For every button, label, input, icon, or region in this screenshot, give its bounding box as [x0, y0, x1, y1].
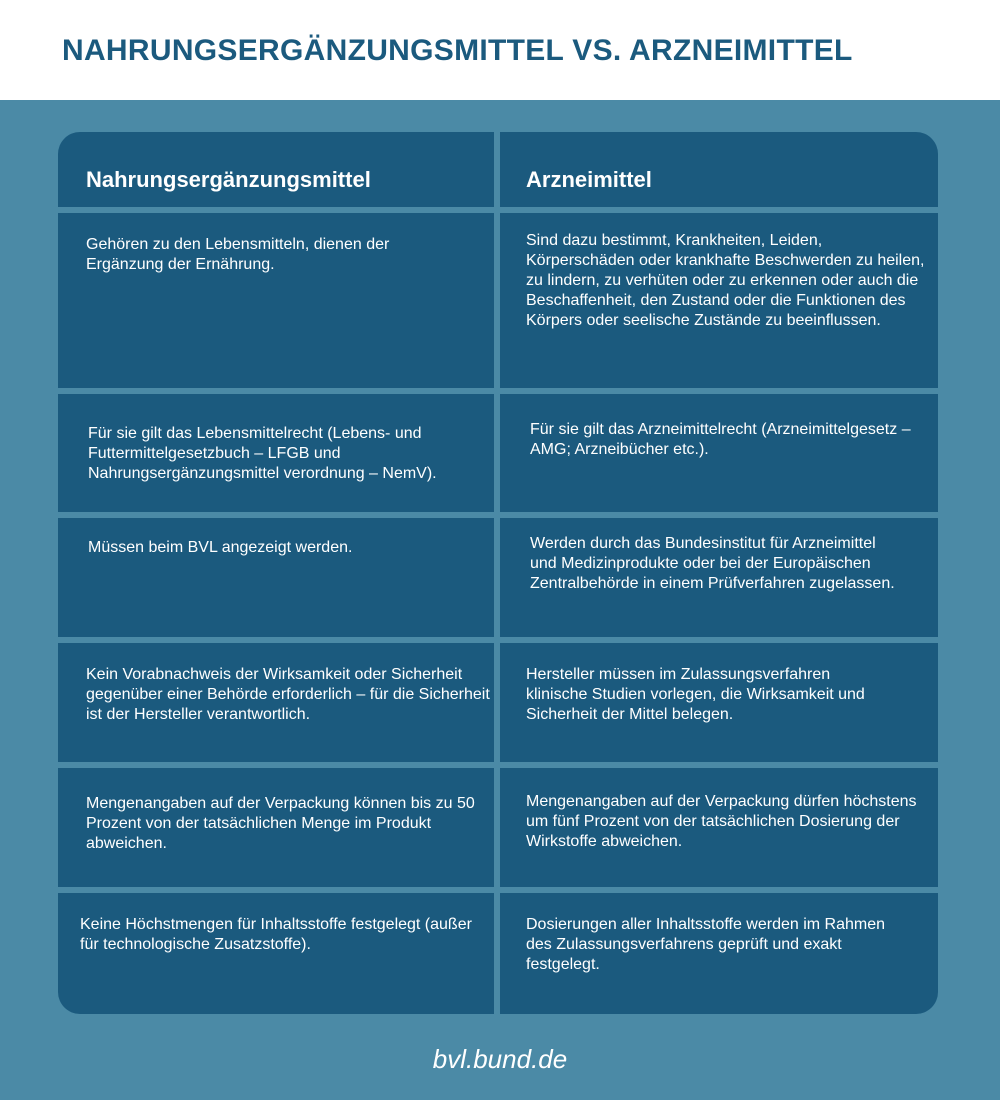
table-cell-nem [58, 643, 494, 762]
cell-text: Mengenangaben auf der Verpackung können bis zu 50 Prozent von der tatsächlichen Menge im Produkt abweichen. [86, 795, 475, 852]
table-cell-arzneimittel [500, 893, 938, 1014]
cell-text: Dosierungen aller Inhaltsstoffe werden im Rahmen des Zulassungsverfahrens geprüft und exakt festgelegt. [526, 916, 886, 973]
cell-text: Kein Vorabnachweis der Wirksamkeit oder Sicherheit gegenüber einer Behörde erforderlich – für die Sicherheit ist der Hersteller verantwortlich. [86, 666, 490, 723]
cell-text: Werden durch das Bundesinstitut für Arzneimittel und Medizinprodukte oder bei der Europäischen Zentralbehörde in einem Prüfverfahren zugelassen. [530, 535, 895, 592]
footer-url[interactable]: bvl.bund.de [432, 1044, 568, 1074]
table-cell-arzneimittel [500, 768, 938, 887]
column-header-nem-label: Nahrungsergänzungsmittel [86, 167, 371, 192]
column-header-arzneimittel [500, 132, 938, 207]
cell-text: Gehören zu den Lebensmitteln, dienen der Ergänzung der Ernährung. [86, 236, 390, 273]
cell-text: Müssen beim BVL angezeigt werden. [88, 539, 353, 556]
column-header-nem [58, 132, 494, 207]
header-bar [0, 0, 1000, 100]
cell-text: Keine Höchstmengen für Inhaltsstoffe festgelegt (außer für technologische Zusatzstoffe). [80, 916, 472, 953]
table-cell-nem [58, 394, 494, 512]
comparison-table [58, 132, 938, 1014]
cell-text: Sind dazu bestimmt, Krankheiten, Leiden, Körperschäden oder krankhafte Beschwerden zu heilen, zu lindern, zu verhüten oder zu erkennen oder auch die Beschaffenheit, den Zustand oder die Funktionen des Körpers oder seelische Zustände zu beeinflussen. [526, 232, 925, 329]
cell-text: Für sie gilt das Lebensmittelrecht (Lebens- und Futtermittelgesetzbuch – LFGB und Nahrungsergänzungsmittel verordnung – NemV). [88, 425, 437, 482]
table-cell-nem [58, 518, 494, 637]
cell-text: Für sie gilt das Arzneimittelrecht (Arzneimittelgesetz – AMG; Arzneibücher etc.). [530, 421, 911, 458]
cell-text: Hersteller müssen im Zulassungsverfahren klinische Studien vorlegen, die Wirksamkeit und Sicherheit der Mittel belegen. [526, 666, 865, 723]
table-cell-arzneimittel [500, 394, 938, 512]
table-cell-nem [58, 213, 494, 388]
table-cell-nem [58, 768, 494, 887]
table-cell-nem [58, 893, 494, 1014]
table-cell-arzneimittel [500, 643, 938, 762]
cell-text: Mengenangaben auf der Verpackung dürfen höchstens um fünf Prozent von der tatsächlichen Dosierung der Wirkstoffe abweichen. [526, 793, 917, 850]
table-cell-arzneimittel [500, 213, 938, 388]
column-header-arzneimittel-label: Arzneimittel [526, 167, 652, 192]
table-cell-arzneimittel [500, 518, 938, 637]
page-title: NAHRUNGSERGÄNZUNGSMITTEL VS. ARZNEIMITTEL [62, 34, 853, 67]
